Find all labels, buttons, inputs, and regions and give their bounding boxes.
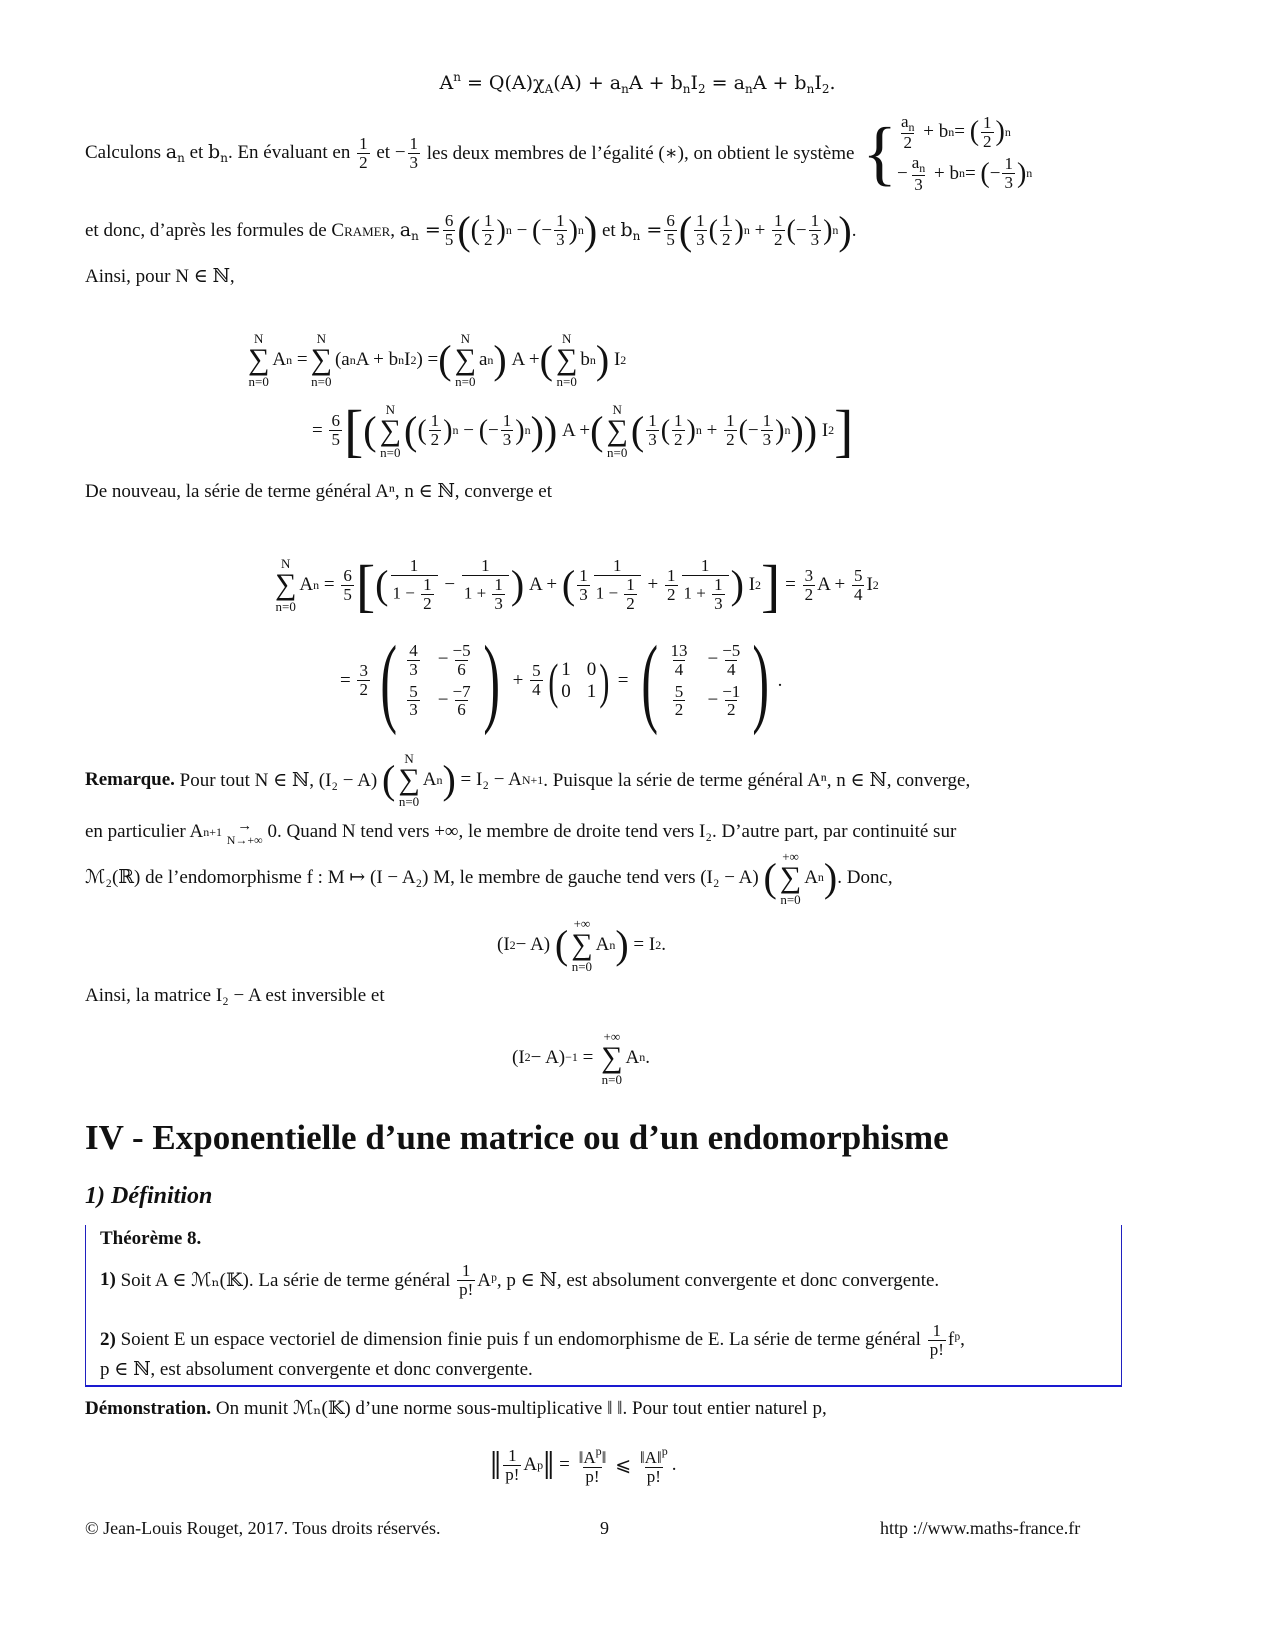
sum-equation-1: N ∑ n=0 A n = N ∑ n=0 (a n A + b n I 2 ) = ( N ∑ n=0 a n ) A + ( N ∑ n=0 b n ) I 2 — [248, 331, 627, 389]
equation-inverse: (I 2 − A) −1 = +∞ ∑ n=0 A n . — [512, 1028, 650, 1087]
paragraph-cramer: et donc, d’après les formules de Cramer , $a_n$ = $\frac{6}{5}$ ( ( $\frac{1}{2}$ ) n − ( − $\frac{1}{3}$ ) n ) et $b_n$ = $\frac{6}{5}$ ( $\frac{1}{3}$ ( $\frac{1}{2}$ ) n + $\frac{1}{2}$ ( − $\frac{1}{3}$ ) n ) . — [85, 207, 857, 253]
equation-inverse-sum: (I 2 − A) ( +∞ ∑ n=0 A n ) = I 2 . — [497, 916, 666, 974]
theorem-item-2-cont: p ∈ ℕ, est absolument convergente et donc convergente. — [100, 1359, 533, 1380]
demonstration-equation: ‖ $\frac{1}{p!}$ A p ‖ = $\frac{‖A^p‖}{p!}$ ⩽ $\frac{‖A‖^p}{p!}$ . — [490, 1442, 677, 1488]
matrix-a-half: ( $\frac{4}{3}$ − $\frac{-5}{6}$ $\frac{5}{3}$ − $\frac{-7}{6}$ ) — [380, 624, 500, 736]
paragraph-inversible: Ainsi, la matrice I₂ − A est inversible et — [85, 985, 385, 1006]
sum-equation-2: = $\frac{6}{5}$ [ ( N ∑ n=0 ( ( $\frac{1}{2}$ ) n − ( − $\frac{1}{3}$ ) n ) ) A + ( N ∑ n=0 ( $\frac{1}{3}$ ( $\frac{1}{2}$ ) n + $\frac{1}{2}$ ( − $\frac{1}{3}$ ) n ) ) I 2 ] — [312, 398, 854, 463]
footer-copyright: © Jean-Louis Rouget, 2017. Tous droits réservés. — [85, 1518, 441, 1538]
matrix-result: ( $\frac{13}{4}$ − $\frac{-5}{4}$ $\frac{5}{2}$ − $\frac{-1}{2}$ ) — [641, 624, 770, 736]
subsection-title: 1) Définition — [85, 1183, 213, 1209]
demonstration-line: Démonstration. On munit ℳₙ(𝕂) d’une norme sous-multiplicative ‖ ‖. Pour tout entier naturel p, — [85, 1398, 827, 1419]
equation-top: $A^n = Q(A)\chi_A(A) + a_nA + b_nI_2 = a_nA + b_nI_2$. — [439, 70, 836, 96]
theorem-item-1: 1) Soit A ∈ ℳₙ(𝕂). La série de terme général $\frac{1}{p!}$ Aᵖ, p ∈ ℕ, est absolument convergente et donc convergente. — [100, 1260, 940, 1299]
theorem-title: Théorème 8. — [100, 1228, 202, 1249]
paragraph-de-nouveau: De nouveau, la série de terme général Aⁿ, n ∈ ℕ, converge et — [85, 481, 553, 502]
theorem-item-2: 2) Soient E un espace vectoriel de dimension finie puis f un endomorphisme de E. La série de terme général $\frac{1}{p!}$ fᵖ, — [100, 1320, 965, 1359]
section-title: IV - Exponentielle d’une matrice ou d’un endomorphisme — [85, 1118, 949, 1157]
matrix-identity: ( 1 0 0 1 ) — [547, 652, 610, 709]
remarque-label: Remarque. — [85, 769, 175, 790]
demonstration-label: Démonstration. — [85, 1398, 212, 1419]
remarque-line-2: en particulier A n+1 → N→+∞ 0. Quand N tend vers +∞, le membre de droite tend vers I₂. D’autre part, par continuité sur — [85, 817, 957, 847]
paragraph-calculons: Calculons $a_n$ et $b_n$ . En évaluant en $\frac{1}{2}$ et − $\frac{1}{3}$ les deux membres de l’égalité (∗), on obtient le système { $\frac{a_n}{2}$ + b n = ( $\frac{1}{2}$ ) n − $\frac{a_n}{3}$ + b n = ( − $\frac{1}{3}$ ) n — [85, 111, 1033, 194]
remarque-line-1: Remarque. Pour tout N ∈ ℕ, (I₂ − A) ( N ∑ n=0 A n ) = I₂ − A N+1 . Puisque la série de terme général Aⁿ, n ∈ ℕ, converge, — [85, 751, 971, 809]
footer-url[interactable]: http ://www.maths-france.fr — [880, 1518, 1081, 1538]
infinite-sum-2: = $\frac{3}{2}$ ( $\frac{4}{3}$ − $\frac{-5}{6}$ $\frac{5}{3}$ − $\frac{-7}{6}$ ) + $\frac{5}{4}$ ( 1 0 0 1 ) = ( $\frac{13}{4}$ − $\frac{-5}{4}$ $\frac{5}{2}$ − $\frac{-1}{2}$ ) . — [340, 624, 783, 736]
infinite-sum-1: N ∑ n=0 A n = $\frac{6}{5}$ [ ( 1 1 − $\frac{1}{2}$ − 1 1 + $\frac{1}{3}$ ) A + ( $\frac{1}{3}$ 1 1 − $\frac{1}{2}$ + $\frac{1}{2}$ 1 1 + $\frac{1}{3}$ ) I 2 ] = $\frac{3}{2}$ A + $\frac{5}{4}$ I 2 — [275, 552, 879, 618]
remarque-line-3: ℳ₂(ℝ) de l’endomorphisme f : M ↦ (I − A₂) M, le membre de gauche tend vers (I₂ − A) ( +∞ ∑ n=0 A n ) . Donc, — [85, 848, 893, 907]
footer-page-number: 9 — [600, 1518, 609, 1538]
paragraph-ainsi: Ainsi, pour N ∈ ℕ, — [85, 266, 235, 287]
